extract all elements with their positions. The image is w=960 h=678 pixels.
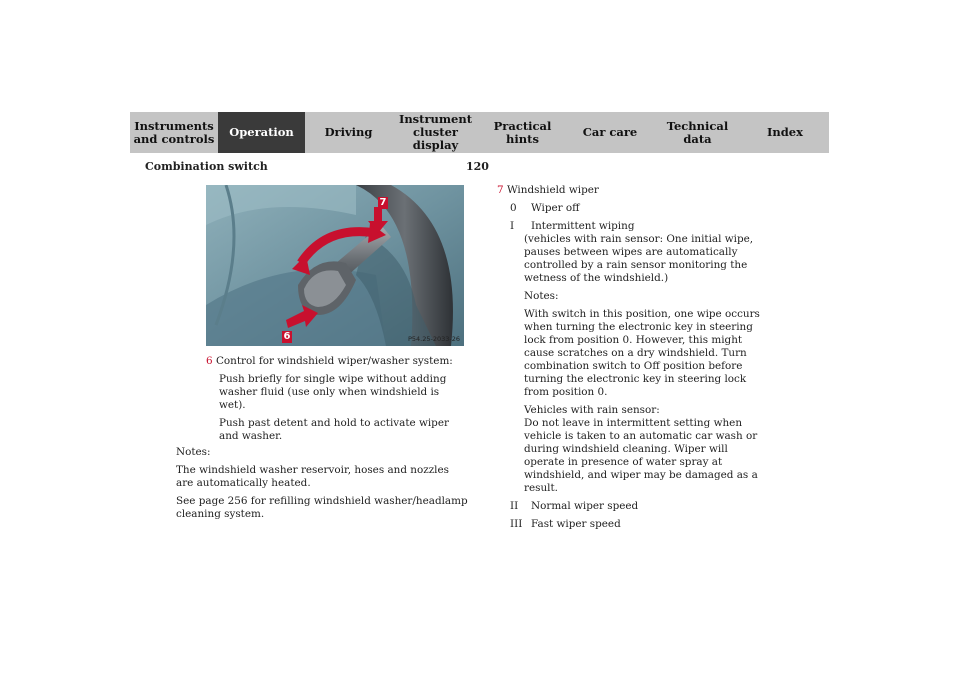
position-label: III <box>510 518 523 530</box>
section-tabs <box>130 112 829 153</box>
callout-6: 6 <box>283 331 291 342</box>
position-label: I <box>510 220 515 232</box>
rain-sensor-text: Do not leave in intermittent setting when vehicle is taken to an automatic car wash or during windshield cleaning. Wiper will operate in presence of water spray at windshield, and wiper may be damaged as a result. <box>524 417 758 494</box>
combination-switch-figure <box>206 185 464 346</box>
notes-paragraph-2: See page 256 for refilling windshield washer/headlamp cleaning system. <box>176 495 468 520</box>
tab-label: Practical hints <box>493 118 552 146</box>
tab-instruments-and-controls[interactable] <box>130 112 218 153</box>
position-label: 0 <box>510 202 517 214</box>
tab-practical-hints[interactable] <box>479 112 566 153</box>
notes-block <box>176 446 468 526</box>
section-title: Combination switch <box>145 160 268 173</box>
tab-label: Driving <box>324 125 373 139</box>
item-7-block <box>497 184 767 531</box>
tab-label: Instruments and controls <box>133 118 215 146</box>
item-7-title: Windshield wiper <box>506 184 599 196</box>
position-iii <box>497 518 767 531</box>
tab-label: Operation <box>229 125 294 139</box>
tab-car-care[interactable] <box>566 112 654 153</box>
position-text: Fast wiper speed <box>531 518 621 530</box>
item-6-number: 6 <box>206 355 213 367</box>
tab-index[interactable] <box>741 112 829 153</box>
figure-code: P54.25-2033-26 <box>407 335 460 343</box>
notes-paragraph-1: The windshield washer reservoir, hoses and nozzles are automatically heated. <box>176 464 449 489</box>
position-text: Normal wiper speed <box>531 500 639 512</box>
position-text: Wiper off <box>531 202 580 214</box>
tab-instrument-cluster-display[interactable] <box>392 112 479 153</box>
position-label: II <box>510 500 519 512</box>
item-6-title: Control for windshield wiper/washer system: <box>215 355 453 367</box>
tab-label: Instrument cluster display <box>398 112 473 152</box>
tab-label: Car care <box>582 125 638 139</box>
combination-switch-illustration <box>206 185 464 346</box>
position-i-notes-title: Notes: <box>524 290 559 302</box>
tab-operation[interactable] <box>218 112 305 153</box>
item-7-number: 7 <box>497 184 504 196</box>
item-6-paragraph-1: Push briefly for single wipe without adding washer fluid (use only when windshield is wet). <box>219 373 447 411</box>
position-i <box>497 220 767 233</box>
tab-label: Index <box>767 125 803 139</box>
item-6-paragraph-2: Push past detent and hold to activate wiper and washer. <box>219 417 449 442</box>
rain-sensor-title: Vehicles with rain sensor: <box>524 404 660 416</box>
notes-title: Notes: <box>176 446 211 458</box>
page-number: 120 <box>466 160 489 173</box>
tab-technical-data[interactable] <box>654 112 741 153</box>
position-ii <box>497 500 767 513</box>
tab-driving[interactable] <box>305 112 392 153</box>
callout-7: 7 <box>379 197 387 208</box>
position-0 <box>497 202 767 215</box>
position-i-detail: (vehicles with rain sensor: One initial wipe, pauses between wipes are automatically controlled by a rain sensor monitoring the wetness of the windshield.) <box>524 233 754 284</box>
position-i-notes-1: With switch in this position, one wipe occurs when turning the electronic key in steering lock from position 0. However, this might cause scratches on a dry windshield. Turn combination switch to Off position before turning the electronic key in steering lock from position 0. <box>524 308 760 398</box>
position-text: Intermittent wiping <box>531 220 635 232</box>
tab-label: Technical data <box>666 118 729 146</box>
item-6-block <box>206 355 468 448</box>
